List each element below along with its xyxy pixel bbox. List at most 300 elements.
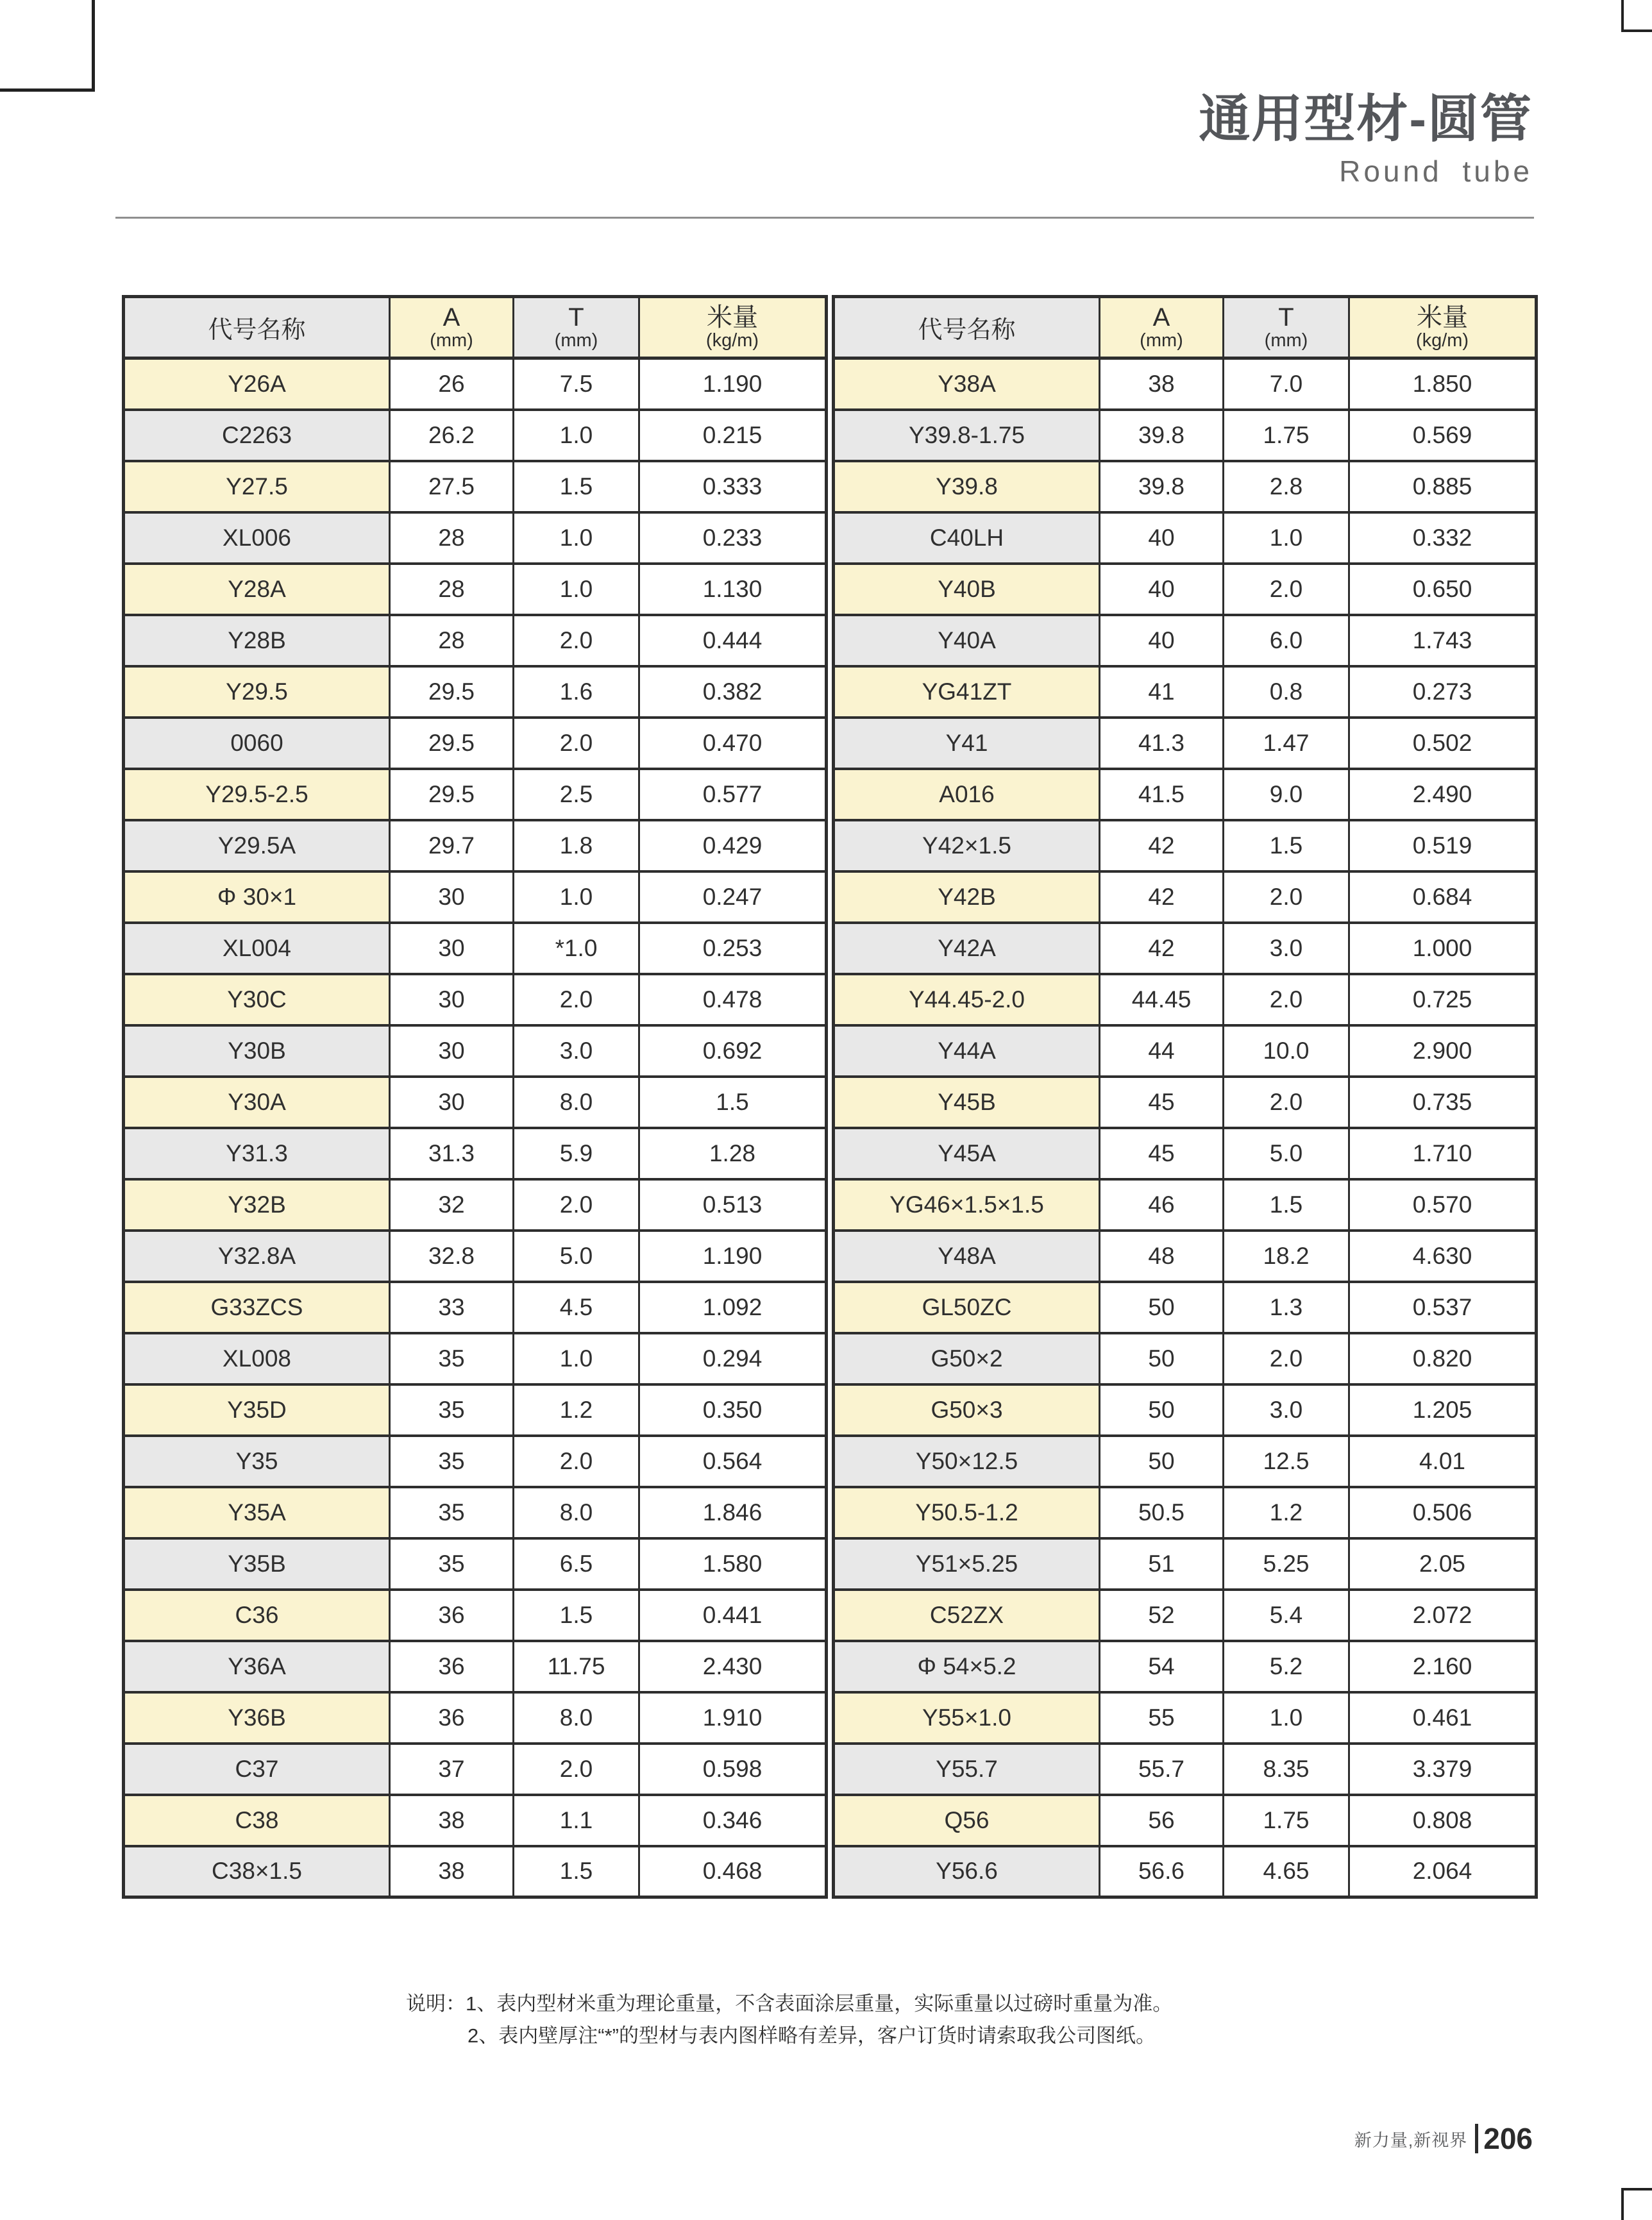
col-header-t [1224, 297, 1349, 358]
cell-t: 1.3 [1224, 1282, 1349, 1333]
col-header-weight [639, 297, 827, 358]
cell-code: Y28B [124, 615, 390, 666]
cell-code: GL50ZC [834, 1282, 1100, 1333]
cell-code: Y30B [124, 1025, 390, 1077]
cell-code: Y48A [834, 1231, 1100, 1282]
cell-a: 26.2 [390, 410, 514, 461]
cell-code: Y35B [124, 1538, 390, 1590]
crop-mark-top-left-icon [0, 0, 95, 92]
cell-code: Y36A [124, 1641, 390, 1692]
title-divider [115, 217, 1534, 219]
table-row [124, 871, 827, 923]
table-row [124, 1231, 827, 1282]
cell-code: Φ 54×5.2 [834, 1641, 1100, 1692]
cell-a: 46 [1100, 1179, 1224, 1231]
cell-t: 1.0 [1224, 512, 1349, 564]
note-2-text: 2、表内壁厚注“*”的型材与表内图样略有差异，客户订货时请索取我公司图纸。 [468, 2024, 1156, 2047]
cell-weight: 2.430 [639, 1641, 827, 1692]
cell-code: XL006 [124, 512, 390, 564]
header-label: T [1278, 303, 1294, 332]
cell-code: Φ 30×1 [124, 871, 390, 923]
cell-t: 5.4 [1224, 1590, 1349, 1641]
cell-a: 56 [1100, 1795, 1224, 1846]
cell-code: Y44.45-2.0 [834, 974, 1100, 1025]
cell-a: 30 [390, 1077, 514, 1128]
cell-code: Q56 [834, 1795, 1100, 1846]
table-row [124, 769, 827, 820]
cell-code: Y26A [124, 358, 390, 410]
cell-t: 8.0 [514, 1692, 639, 1744]
title-block [770, 91, 1533, 189]
table-row [834, 410, 1537, 461]
table-row [834, 1025, 1537, 1077]
cell-t: 1.0 [514, 564, 639, 615]
cell-weight: 2.160 [1349, 1641, 1537, 1692]
col-header-a [390, 297, 514, 358]
table-row [834, 358, 1537, 410]
cell-a: 27.5 [390, 461, 514, 512]
cell-code: Y40B [834, 564, 1100, 615]
cell-t: 0.8 [1224, 666, 1349, 718]
table-row [834, 1333, 1537, 1384]
cell-code: Y42×1.5 [834, 820, 1100, 871]
table-row [834, 1282, 1537, 1333]
cell-t: 8.35 [1224, 1744, 1349, 1795]
table-row [834, 718, 1537, 769]
cell-weight: 0.537 [1349, 1282, 1537, 1333]
cell-code: C37 [124, 1744, 390, 1795]
cell-a: 45 [1100, 1077, 1224, 1128]
cell-t: 5.9 [514, 1128, 639, 1179]
cell-t: 1.0 [1224, 1692, 1349, 1744]
cell-a: 40 [1100, 615, 1224, 666]
cell-t: 2.0 [514, 615, 639, 666]
cell-a: 41.3 [1100, 718, 1224, 769]
cell-t: 1.47 [1224, 718, 1349, 769]
cell-a: 37 [390, 1744, 514, 1795]
cell-t: 2.0 [1224, 1077, 1349, 1128]
cell-t: 1.0 [514, 512, 639, 564]
cell-code: XL008 [124, 1333, 390, 1384]
cell-a: 32.8 [390, 1231, 514, 1282]
cell-t: 9.0 [1224, 769, 1349, 820]
table-row [834, 512, 1537, 564]
cell-weight: 0.598 [639, 1744, 827, 1795]
table-row [124, 512, 827, 564]
cell-code: YG46×1.5×1.5 [834, 1179, 1100, 1231]
cell-code: Y55×1.0 [834, 1692, 1100, 1744]
cell-weight: 0.570 [1349, 1179, 1537, 1231]
cell-weight: 1.710 [1349, 1128, 1537, 1179]
cell-a: 50 [1100, 1436, 1224, 1487]
header-label: A [1152, 303, 1170, 332]
cell-code: Y40A [834, 615, 1100, 666]
cell-weight: 1.743 [1349, 615, 1537, 666]
cell-a: 44.45 [1100, 974, 1224, 1025]
table-row [124, 666, 827, 718]
table-row [124, 564, 827, 615]
cell-t: 1.8 [514, 820, 639, 871]
cell-code: Y27.5 [124, 461, 390, 512]
cell-code: Y50.5-1.2 [834, 1487, 1100, 1538]
cell-a: 42 [1100, 923, 1224, 974]
cell-a: 50 [1100, 1282, 1224, 1333]
cell-weight: 0.429 [639, 820, 827, 871]
cell-a: 38 [390, 1846, 514, 1897]
cell-a: 29.7 [390, 820, 514, 871]
table-row [834, 564, 1537, 615]
cell-code: G50×3 [834, 1384, 1100, 1436]
cell-a: 39.8 [1100, 461, 1224, 512]
cell-t: 5.25 [1224, 1538, 1349, 1590]
cell-weight: 0.506 [1349, 1487, 1537, 1538]
page-title: 通用型材-圆管 [1199, 90, 1533, 147]
table-row [834, 615, 1537, 666]
page-number: 206 [1483, 2122, 1533, 2155]
table-row [124, 410, 827, 461]
cell-t: 1.6 [514, 666, 639, 718]
cell-a: 29.5 [390, 769, 514, 820]
header-label: 代号名称 [918, 317, 1016, 344]
table-row [124, 1487, 827, 1538]
spec-table-right [832, 295, 1538, 1899]
cell-weight: 2.064 [1349, 1846, 1537, 1897]
cell-weight: 2.490 [1349, 769, 1537, 820]
cell-weight: 0.569 [1349, 410, 1537, 461]
table-row [834, 461, 1537, 512]
cell-code: G50×2 [834, 1333, 1100, 1384]
header-unit: (mm) [1264, 330, 1308, 351]
cell-t: 1.5 [514, 1846, 639, 1897]
cell-t: 4.65 [1224, 1846, 1349, 1897]
cell-weight: 0.684 [1349, 871, 1537, 923]
table-row [124, 1641, 827, 1692]
table-row [124, 1590, 827, 1641]
cell-weight: 1.910 [639, 1692, 827, 1744]
cell-code: A016 [834, 769, 1100, 820]
footer-brand: 新力量,新视界 [1354, 2130, 1468, 2150]
cell-weight: 1.205 [1349, 1384, 1537, 1436]
col-header-t [514, 297, 639, 358]
table-row [834, 1231, 1537, 1282]
table-row [124, 1846, 827, 1897]
cell-a: 30 [390, 1025, 514, 1077]
table-row [834, 1744, 1537, 1795]
cell-code: Y38A [834, 358, 1100, 410]
page-subtitle: Round tube [1339, 155, 1533, 188]
table-row [834, 820, 1537, 871]
cell-code: Y32.8A [124, 1231, 390, 1282]
cell-a: 52 [1100, 1590, 1224, 1641]
cell-code: Y39.8 [834, 461, 1100, 512]
cell-code: 0060 [124, 718, 390, 769]
header-label: T [568, 303, 584, 332]
table-row [124, 1538, 827, 1590]
cell-weight: 0.470 [639, 718, 827, 769]
cell-weight: 0.253 [639, 923, 827, 974]
cell-a: 55.7 [1100, 1744, 1224, 1795]
cell-code: Y35D [124, 1384, 390, 1436]
table-row [124, 1077, 827, 1128]
cell-weight: 2.900 [1349, 1025, 1537, 1077]
cell-weight: 0.382 [639, 666, 827, 718]
cell-weight: 0.577 [639, 769, 827, 820]
cell-weight: 1.5 [639, 1077, 827, 1128]
cell-a: 28 [390, 564, 514, 615]
cell-code: Y45B [834, 1077, 1100, 1128]
table-row [124, 461, 827, 512]
cell-weight: 0.885 [1349, 461, 1537, 512]
cell-code: Y55.7 [834, 1744, 1100, 1795]
cell-weight: 1.130 [639, 564, 827, 615]
cell-t: 2.0 [1224, 564, 1349, 615]
cell-weight: 0.564 [639, 1436, 827, 1487]
cell-weight: 1.850 [1349, 358, 1537, 410]
cell-code: Y45A [834, 1128, 1100, 1179]
cell-t: 2.0 [514, 1744, 639, 1795]
cell-weight: 0.820 [1349, 1333, 1537, 1384]
cell-weight: 0.461 [1349, 1692, 1537, 1744]
cell-code: YG41ZT [834, 666, 1100, 718]
cell-weight: 0.808 [1349, 1795, 1537, 1846]
cell-weight: 1.580 [639, 1538, 827, 1590]
table-row [834, 769, 1537, 820]
notes-label: 说明： [406, 1992, 466, 2015]
cell-weight: 1.092 [639, 1282, 827, 1333]
cell-t: 1.1 [514, 1795, 639, 1846]
cell-a: 42 [1100, 820, 1224, 871]
cell-a: 41.5 [1100, 769, 1224, 820]
cell-t: 2.0 [514, 1179, 639, 1231]
cell-weight: 0.233 [639, 512, 827, 564]
table-row [124, 1744, 827, 1795]
cell-t: 7.5 [514, 358, 639, 410]
table-row [124, 1795, 827, 1846]
crop-mark-bottom-right-icon [1621, 2188, 1652, 2220]
cell-weight: 0.725 [1349, 974, 1537, 1025]
header-unit: (kg/m) [705, 330, 759, 351]
header-unit: (mm) [554, 330, 598, 351]
note-line-2 [406, 2020, 1336, 2052]
cell-a: 56.6 [1100, 1846, 1224, 1897]
cell-weight: 0.444 [639, 615, 827, 666]
header-row [834, 297, 1537, 358]
cell-a: 45 [1100, 1128, 1224, 1179]
header-label: A [442, 303, 460, 332]
cell-code: Y39.8-1.75 [834, 410, 1100, 461]
cell-t: 10.0 [1224, 1025, 1349, 1077]
table-row [124, 718, 827, 769]
cell-code: Y28A [124, 564, 390, 615]
cell-t: 6.0 [1224, 615, 1349, 666]
table-row [834, 1641, 1537, 1692]
cell-code: Y30A [124, 1077, 390, 1128]
table-row [834, 871, 1537, 923]
cell-a: 35 [390, 1538, 514, 1590]
cell-t: 8.0 [514, 1487, 639, 1538]
header-unit: (kg/m) [1415, 330, 1469, 351]
cell-weight: 0.478 [639, 974, 827, 1025]
cell-a: 36 [390, 1692, 514, 1744]
cell-a: 28 [390, 512, 514, 564]
cell-code: XL004 [124, 923, 390, 974]
table-row [124, 1025, 827, 1077]
table-row [124, 1179, 827, 1231]
cell-a: 55 [1100, 1692, 1224, 1744]
table-row [834, 1846, 1537, 1897]
table-row [834, 1384, 1537, 1436]
cell-weight: 0.513 [639, 1179, 827, 1231]
cell-t: 1.0 [514, 410, 639, 461]
cell-t: 4.5 [514, 1282, 639, 1333]
cell-weight: 0.215 [639, 410, 827, 461]
cell-a: 28 [390, 615, 514, 666]
table-row [834, 1436, 1537, 1487]
cell-weight: 0.247 [639, 871, 827, 923]
cell-code: G33ZCS [124, 1282, 390, 1333]
table-row [124, 820, 827, 871]
cell-weight: 0.441 [639, 1590, 827, 1641]
cell-code: Y42B [834, 871, 1100, 923]
table-row [834, 1128, 1537, 1179]
cell-t: 8.0 [514, 1077, 639, 1128]
cell-code: Y30C [124, 974, 390, 1025]
cell-a: 31.3 [390, 1128, 514, 1179]
cell-a: 40 [1100, 564, 1224, 615]
table-row [124, 1692, 827, 1744]
cell-t: 2.0 [514, 974, 639, 1025]
cell-a: 40 [1100, 512, 1224, 564]
cell-a: 36 [390, 1590, 514, 1641]
cell-weight: 0.692 [639, 1025, 827, 1077]
cell-t: 2.0 [1224, 974, 1349, 1025]
header-label: 米量 [707, 303, 758, 332]
cell-a: 50 [1100, 1333, 1224, 1384]
cell-a: 30 [390, 871, 514, 923]
cell-code: Y44A [834, 1025, 1100, 1077]
cell-weight: 1.190 [639, 358, 827, 410]
cell-weight: 4.01 [1349, 1436, 1537, 1487]
header-row [124, 297, 827, 358]
cell-weight: 1.846 [639, 1487, 827, 1538]
cell-a: 32 [390, 1179, 514, 1231]
cell-t: 1.0 [514, 871, 639, 923]
cell-weight: 0.333 [639, 461, 827, 512]
table-row [124, 1282, 827, 1333]
cell-t: 7.0 [1224, 358, 1349, 410]
cell-code: Y32B [124, 1179, 390, 1231]
cell-weight: 0.294 [639, 1333, 827, 1384]
cell-t: 5.2 [1224, 1641, 1349, 1692]
cell-t: 2.0 [1224, 871, 1349, 923]
table-row [834, 1795, 1537, 1846]
cell-t: 1.2 [514, 1384, 639, 1436]
cell-code: Y31.3 [124, 1128, 390, 1179]
cell-a: 29.5 [390, 718, 514, 769]
cell-a: 29.5 [390, 666, 514, 718]
cell-weight: 0.735 [1349, 1077, 1537, 1128]
table-row [834, 1590, 1537, 1641]
cell-code: Y50×12.5 [834, 1436, 1100, 1487]
table-row [124, 615, 827, 666]
cell-weight: 3.379 [1349, 1744, 1537, 1795]
cell-weight: 1.28 [639, 1128, 827, 1179]
cell-a: 33 [390, 1282, 514, 1333]
header-label: 代号名称 [208, 317, 306, 344]
cell-code: C38 [124, 1795, 390, 1846]
cell-t: 1.5 [514, 1590, 639, 1641]
cell-t: 1.75 [1224, 410, 1349, 461]
cell-code: Y51×5.25 [834, 1538, 1100, 1590]
header-unit: (mm) [430, 330, 473, 351]
cell-code: Y42A [834, 923, 1100, 974]
note-line-1 [406, 1988, 1336, 2020]
cell-weight: 0.519 [1349, 820, 1537, 871]
cell-a: 30 [390, 974, 514, 1025]
cell-weight: 0.332 [1349, 512, 1537, 564]
cell-a: 30 [390, 923, 514, 974]
cell-t: 2.8 [1224, 461, 1349, 512]
cell-weight: 2.05 [1349, 1538, 1537, 1590]
cell-t: 11.75 [514, 1641, 639, 1692]
cell-weight: 0.273 [1349, 666, 1537, 718]
cell-weight: 0.468 [639, 1846, 827, 1897]
footer-divider-bar [1475, 2124, 1478, 2153]
cell-weight: 0.502 [1349, 718, 1537, 769]
notes [406, 1988, 1336, 2051]
table-row [834, 666, 1537, 718]
cell-a: 38 [1100, 358, 1224, 410]
cell-a: 35 [390, 1487, 514, 1538]
cell-code: Y36B [124, 1692, 390, 1744]
cell-code: C52ZX [834, 1590, 1100, 1641]
cell-t: 5.0 [1224, 1128, 1349, 1179]
table-row [834, 1179, 1537, 1231]
cell-t: 3.0 [514, 1025, 639, 1077]
cell-code: Y41 [834, 718, 1100, 769]
table-row [124, 923, 827, 974]
note-1-text: 1、表内型材米重为理论重量，不含表面涂层重量，实际重量以过磅时重量为准。 [466, 1992, 1173, 2015]
cell-code: C36 [124, 1590, 390, 1641]
cell-t: 3.0 [1224, 1384, 1349, 1436]
cell-a: 35 [390, 1436, 514, 1487]
header-unit: (mm) [1140, 330, 1183, 351]
cell-a: 50 [1100, 1384, 1224, 1436]
cell-weight: 2.072 [1349, 1590, 1537, 1641]
cell-weight: 0.350 [639, 1384, 827, 1436]
cell-t: 2.0 [1224, 1333, 1349, 1384]
cell-a: 51 [1100, 1538, 1224, 1590]
cell-a: 50.5 [1100, 1487, 1224, 1538]
cell-t: 2.5 [514, 769, 639, 820]
table-row [834, 923, 1537, 974]
table-row [124, 1436, 827, 1487]
table-row [834, 1077, 1537, 1128]
cell-t: 1.5 [1224, 820, 1349, 871]
cell-code: Y56.6 [834, 1846, 1100, 1897]
cell-t: 18.2 [1224, 1231, 1349, 1282]
cell-t: 3.0 [1224, 923, 1349, 974]
crop-mark-top-right-icon [1621, 0, 1652, 32]
cell-t: 2.0 [514, 1436, 639, 1487]
cell-a: 54 [1100, 1641, 1224, 1692]
cell-weight: 0.650 [1349, 564, 1537, 615]
cell-code: C40LH [834, 512, 1100, 564]
col-header-a [1100, 297, 1224, 358]
cell-a: 41 [1100, 666, 1224, 718]
cell-weight: 4.630 [1349, 1231, 1537, 1282]
cell-a: 26 [390, 358, 514, 410]
